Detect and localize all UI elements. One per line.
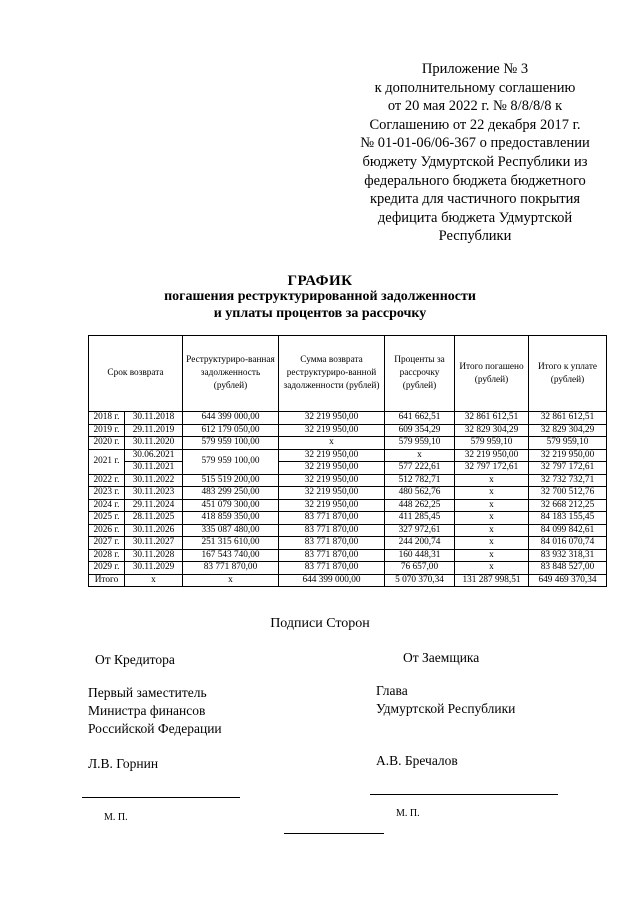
cell-repaid: x — [455, 499, 529, 512]
table-row — [89, 412, 607, 425]
cell-payable: 32 219 950,00 — [529, 449, 607, 462]
cell-interest: 448 262,25 — [385, 499, 455, 512]
cell-repaid: 131 287 998,51 — [455, 574, 529, 587]
cell-payable: 83 932 318,31 — [529, 549, 607, 562]
cell-return: 32 219 950,00 — [279, 487, 385, 500]
table-total-row — [89, 574, 607, 587]
appendix-line: Соглашению от 22 декабря 2017 г. — [369, 116, 581, 133]
cell-repaid: 32 797 172,61 — [455, 462, 529, 475]
table-row — [89, 462, 607, 475]
document-title: ГРАФИК — [287, 273, 353, 289]
cell-return: 83 771 870,00 — [279, 537, 385, 550]
cell-debt: 335 087 480,00 — [183, 524, 279, 537]
appendix-line: Республики — [438, 228, 512, 245]
header-total-payable: Итого к уплате (рублей) — [529, 336, 607, 412]
table-row — [89, 537, 607, 550]
cell-return: 83 771 870,00 — [279, 512, 385, 525]
cell-repaid: x — [455, 549, 529, 562]
header-total-repaid: Итого погашено (рублей) — [455, 336, 529, 412]
cell-payable: 32 700 512,76 — [529, 487, 607, 500]
cell-return: 32 219 950,00 — [279, 412, 385, 425]
cell-debt: 251 315 610,00 — [183, 537, 279, 550]
cell-return: 32 219 950,00 — [279, 462, 385, 475]
cell-interest: 327 972,61 — [385, 524, 455, 537]
borrower-label: От Заемщика — [403, 650, 480, 665]
cell-year: 2021 г. — [89, 449, 125, 474]
header-interest: Проценты за рассрочку (рублей) — [385, 336, 455, 412]
table-row — [89, 512, 607, 525]
cell-date: 30.11.2026 — [125, 524, 183, 537]
cell-interest: 480 562,76 — [385, 487, 455, 500]
cell-date: 30.11.2020 — [125, 437, 183, 450]
cell-repaid: x — [455, 562, 529, 575]
cell-date: 29.11.2019 — [125, 424, 183, 437]
table-row — [89, 474, 607, 487]
creditor-position-line: Первый заместитель — [88, 685, 207, 700]
appendix-line: от 20 мая 2022 г. № 8/8/8/8 к — [387, 98, 563, 115]
creditor-stamp-mark: М. П. — [104, 812, 128, 823]
creditor-position-line: Российской Федерации — [88, 721, 222, 736]
header-term: Срок возврата — [89, 336, 183, 412]
cell-debt: 644 399 000,00 — [183, 412, 279, 425]
cell-debt: 451 079 300,00 — [183, 499, 279, 512]
creditor-signature-line — [82, 797, 240, 798]
creditor-position-line: Министра финансов — [88, 703, 206, 718]
cell-payable: 84 016 070,74 — [529, 537, 607, 550]
cell-payable: 32 732 732,71 — [529, 474, 607, 487]
cell-payable: 32 861 612,51 — [529, 412, 607, 425]
cell-interest: 160 448,31 — [385, 549, 455, 562]
creditor-label: От Кредитора — [95, 652, 175, 667]
cell-debt: 515 519 200,00 — [183, 474, 279, 487]
cell-repaid: x — [455, 524, 529, 537]
cell-payable: 32 797 172,61 — [529, 462, 607, 475]
appendix-block — [330, 60, 620, 246]
cell-date: 30.11.2023 — [125, 487, 183, 500]
cell-repaid: x — [455, 537, 529, 550]
cell-date: 30.11.2028 — [125, 549, 183, 562]
cell-total-label: Итого — [89, 574, 125, 587]
appendix-line: федерального бюджета бюджетного — [364, 172, 586, 189]
borrower-stamp-mark: М. П. — [396, 808, 420, 819]
cell-interest: x — [385, 449, 455, 462]
cell-return: 32 219 950,00 — [279, 424, 385, 437]
cell-debt: 579 959 100,00 — [183, 449, 279, 474]
cell-year: 2028 г. — [89, 549, 125, 562]
cell-year: 2018 г. — [89, 412, 125, 425]
cell-repaid: 32 861 612,51 — [455, 412, 529, 425]
cell-payable: 83 848 527,00 — [529, 562, 607, 575]
cell-year: 2029 г. — [89, 562, 125, 575]
document-subtitle-2: и уплаты процентов за рассрочку — [213, 306, 427, 321]
cell-date: 30.11.2029 — [125, 562, 183, 575]
cell-interest: 641 662,51 — [385, 412, 455, 425]
cell-interest: 512 782,71 — [385, 474, 455, 487]
cell-repaid: 579 959,10 — [455, 437, 529, 450]
header-return-sum: Сумма возврата реструктуриро-ванной задолженности (рублей) — [279, 336, 385, 412]
cell-payable: 32 668 212,25 — [529, 499, 607, 512]
creditor-position — [88, 684, 222, 738]
borrower-signature-line — [370, 794, 558, 795]
cell-date: 30.11.2022 — [125, 474, 183, 487]
cell-interest: 579 959,10 — [385, 437, 455, 450]
cell-year: 2022 г. — [89, 474, 125, 487]
cell-return: x — [279, 437, 385, 450]
cell-payable: 649 469 370,34 — [529, 574, 607, 587]
cell-interest: 609 354,29 — [385, 424, 455, 437]
cell-return: 32 219 950,00 — [279, 499, 385, 512]
cell-date: 30.11.2018 — [125, 412, 183, 425]
creditor-name: Л.В. Горнин — [88, 756, 159, 771]
table-row — [89, 549, 607, 562]
cell-debt: 579 959 100,00 — [183, 437, 279, 450]
cell-date: 29.11.2024 — [125, 499, 183, 512]
table-row — [89, 424, 607, 437]
cell-date: 30.11.2027 — [125, 537, 183, 550]
cell-debt: 83 771 870,00 — [183, 562, 279, 575]
table-row — [89, 449, 607, 462]
cell-interest: 411 285,45 — [385, 512, 455, 525]
table-row — [89, 487, 607, 500]
cell-year: 2023 г. — [89, 487, 125, 500]
cell-payable: 32 829 304,29 — [529, 424, 607, 437]
cell-payable: 84 183 155,45 — [529, 512, 607, 525]
cell-year: 2024 г. — [89, 499, 125, 512]
appendix-line: бюджету Удмуртской Республики из — [362, 153, 588, 170]
cell-interest: 76 657,00 — [385, 562, 455, 575]
cell-repaid: x — [455, 474, 529, 487]
cell-return: 32 219 950,00 — [279, 474, 385, 487]
cell-debt: 167 543 740,00 — [183, 549, 279, 562]
cell-payable: 84 099 842,61 — [529, 524, 607, 537]
cell-interest: 5 070 370,34 — [385, 574, 455, 587]
cell-year: 2027 г. — [89, 537, 125, 550]
signatures-heading: Подписи Сторон — [270, 616, 370, 631]
cell-year: 2019 г. — [89, 424, 125, 437]
borrower-position — [376, 682, 515, 718]
cell-date: 30.06.2021 — [125, 449, 183, 462]
cell-date: x — [125, 574, 183, 587]
cell-repaid: x — [455, 487, 529, 500]
appendix-line: № 01-01-06/06-367 о предоставлении — [360, 135, 590, 152]
cell-repaid: x — [455, 512, 529, 525]
cell-year: 2020 г. — [89, 437, 125, 450]
cell-payable: 579 959,10 — [529, 437, 607, 450]
borrower-name: А.В. Бречалов — [376, 753, 458, 768]
table-row — [89, 437, 607, 450]
cell-interest: 244 200,74 — [385, 537, 455, 550]
borrower-position-line: Удмуртской Республики — [376, 701, 516, 716]
cell-return: 83 771 870,00 — [279, 549, 385, 562]
cell-return: 83 771 870,00 — [279, 524, 385, 537]
cell-return: 32 219 950,00 — [279, 449, 385, 462]
appendix-line: дефицита бюджета Удмуртской — [377, 209, 573, 226]
cell-debt: x — [183, 574, 279, 587]
table-row — [89, 499, 607, 512]
cell-date: 28.11.2025 — [125, 512, 183, 525]
cell-date: 30.11.2021 — [125, 462, 183, 475]
cell-debt: 612 179 050,00 — [183, 424, 279, 437]
document-subtitle: погашения реструктурированной задолженности — [164, 289, 476, 304]
appendix-line: кредита для частичного покрытия — [370, 191, 580, 208]
cell-return: 644 399 000,00 — [279, 574, 385, 587]
borrower-position-line: Глава — [376, 683, 408, 698]
cell-interest: 577 222,61 — [385, 462, 455, 475]
cell-year: 2025 г. — [89, 512, 125, 525]
footer-divider — [284, 833, 384, 834]
header-restructured-debt: Реструктуриро-ванная задолженность (рублей) — [183, 336, 279, 412]
repayment-schedule-table — [88, 335, 607, 587]
appendix-line: Приложение № 3 — [421, 61, 529, 77]
cell-debt: 483 299 250,00 — [183, 487, 279, 500]
cell-debt: 418 859 350,00 — [183, 512, 279, 525]
cell-year: 2026 г. — [89, 524, 125, 537]
cell-repaid: 32 219 950,00 — [455, 449, 529, 462]
table-row — [89, 562, 607, 575]
cell-repaid: 32 829 304,29 — [455, 424, 529, 437]
table-row — [89, 524, 607, 537]
cell-return: 83 771 870,00 — [279, 562, 385, 575]
appendix-line: к дополнительному соглашению — [374, 79, 576, 96]
